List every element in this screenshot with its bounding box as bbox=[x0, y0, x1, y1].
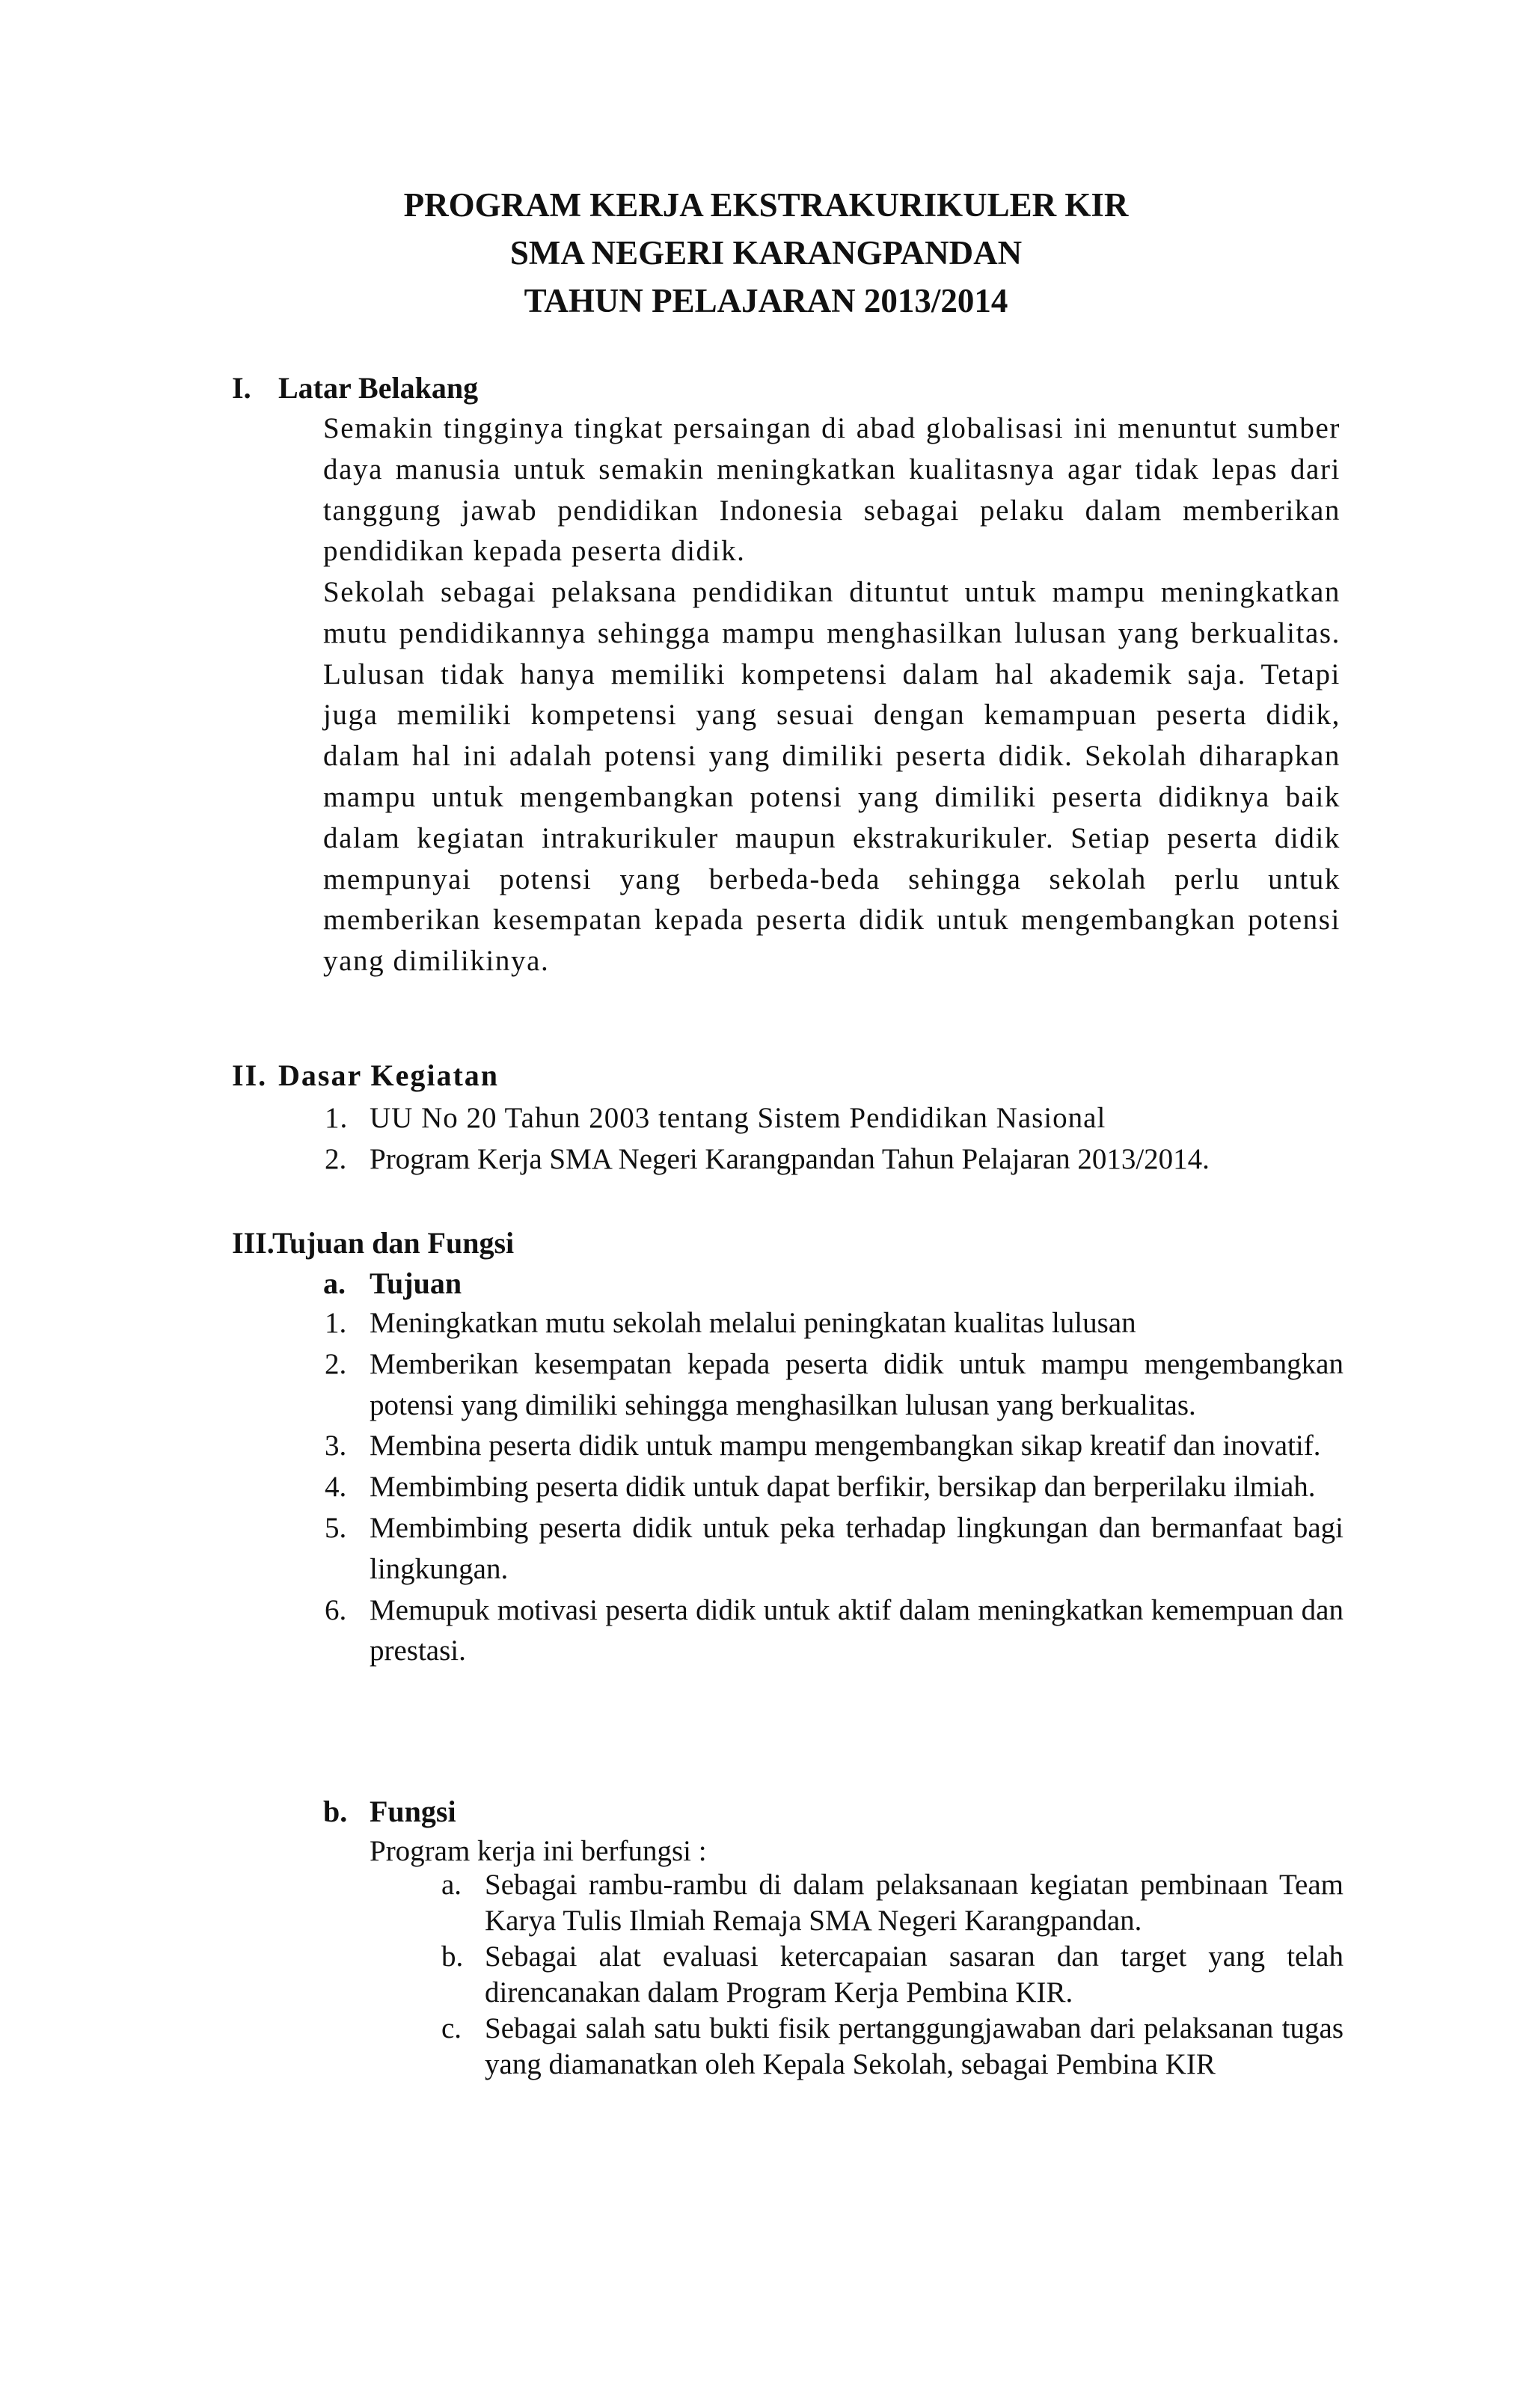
list-item: 5. Membimbing peserta didik untuk peka terhadap lingkungan dan bermanfaat bagi lingkungan. bbox=[325, 1511, 1343, 1585]
fungsi-label: b. bbox=[323, 1795, 348, 1828]
list-item: 2. Memberikan kesempatan kepada peserta didik untuk mampu mengembangkan potensi yang dimiliki sehingga menghasilkan lulusan yang berkualitas. bbox=[325, 1347, 1343, 1421]
document-title bbox=[0, 181, 1532, 325]
list-item: 1. Meningkatkan mutu sekolah melalui peningkatan kualitas lulusan bbox=[325, 1307, 1136, 1339]
section-2-heading bbox=[232, 1058, 499, 1093]
fungsi-intro: Program kerja ini berfungsi : bbox=[370, 1835, 707, 1867]
tujuan-heading bbox=[323, 1266, 462, 1301]
list-item: a. Sebagai rambu-rambu di dalam pelaksanaan kegiatan pembinaan Team Karya Tulis Ilmiah Remaja SMA Negeri Karangpandan. bbox=[441, 1869, 1343, 1937]
list-item: 3. Membina peserta didik untuk mampu mengembangkan sikap kreatif dan inovatif. bbox=[325, 1430, 1321, 1462]
section-3-number: III. bbox=[232, 1226, 275, 1260]
tujuan-title: Tujuan bbox=[370, 1266, 462, 1300]
section-3-heading bbox=[232, 1225, 514, 1260]
fungsi-title: Fungsi bbox=[370, 1795, 456, 1828]
tujuan-label: a. bbox=[323, 1266, 346, 1300]
list-item: 2. Program Kerja SMA Negeri Karangpandan Tahun Pelajaran 2013/2014. bbox=[325, 1142, 1210, 1175]
section-1-number: I. bbox=[232, 371, 251, 405]
section-1-paragraph-2: Sekolah sebagai pelaksana pendidikan dituntut untuk mampu meningkatkan mutu pendidikannya sehingga mampu menghasilkan lulusan yang berkualitas. Lulusan tidak hanya memiliki kompetensi dalam hal akademik saja. Tetapi juga memiliki kompetensi yang sesuai dengan kemampuan peserta didik, dalam hal ini adalah potensi yang dimiliki peserta didik. Sekolah diharapkan mampu untuk mengembangkan potensi yang dimiliki peserta didiknya baik dalam kegiatan intrakurikuler maupun ekstrakurikuler. Setiap peserta didik mempunyai potensi yang berbeda-beda sehingga sekolah perlu untuk memberikan kesempatan kepada peserta didik untuk mengembangkan potensi yang dimilikinya. bbox=[323, 576, 1340, 978]
section-1-heading bbox=[232, 370, 478, 405]
section-2-title: Dasar Kegiatan bbox=[278, 1059, 500, 1092]
list-item: c. Sebagai salah satu bukti fisik pertanggungjawaban dari pelaksanan tugas yang diamanatkan oleh Kepala Sekolah, sebagai Pembina KIR bbox=[441, 2012, 1343, 2080]
section-2-number: II. bbox=[232, 1059, 268, 1092]
title-line-3: TAHUN PELAJARAN 2013/2014 bbox=[524, 282, 1008, 319]
list-item: b. Sebagai alat evaluasi ketercapaian sasaran dan target yang telah direncanakan dalam Program Kerja Pembina KIR. bbox=[441, 1940, 1343, 2009]
section-1-title: Latar Belakang bbox=[278, 371, 479, 405]
section-3-title: Tujuan dan Fungsi bbox=[272, 1226, 515, 1260]
list-item: 6. Memupuk motivasi peserta didik untuk aktif dalam meningkatkan kemempuan dan prestasi. bbox=[325, 1593, 1343, 1667]
section-1-paragraph-1: Semakin tingginya tingkat persaingan di abad globalisasi ini menuntut sumber daya manusia untuk semakin meningkatkan kualitasnya agar tidak lepas dari tanggung jawab pendidikan Indonesia sebagai pelaku dalam memberikan pendidikan kepada peserta didik. bbox=[323, 412, 1340, 568]
title-line-1: PROGRAM KERJA EKSTRAKURIKULER KIR bbox=[403, 186, 1129, 224]
list-item: 4. Membimbing peserta didik untuk dapat berfikir, bersikap dan berperilaku ilmiah. bbox=[325, 1471, 1316, 1504]
list-item: 1. UU No 20 Tahun 2003 tentang Sistem Pendidikan Nasional bbox=[325, 1102, 1106, 1134]
title-line-2: SMA NEGERI KARANGPANDAN bbox=[509, 234, 1023, 272]
dasar-kegiatan-list bbox=[325, 1098, 1343, 1180]
fungsi-heading bbox=[323, 1794, 456, 1829]
tujuan-list bbox=[325, 1303, 1343, 1672]
fungsi-list bbox=[441, 1867, 1343, 2083]
